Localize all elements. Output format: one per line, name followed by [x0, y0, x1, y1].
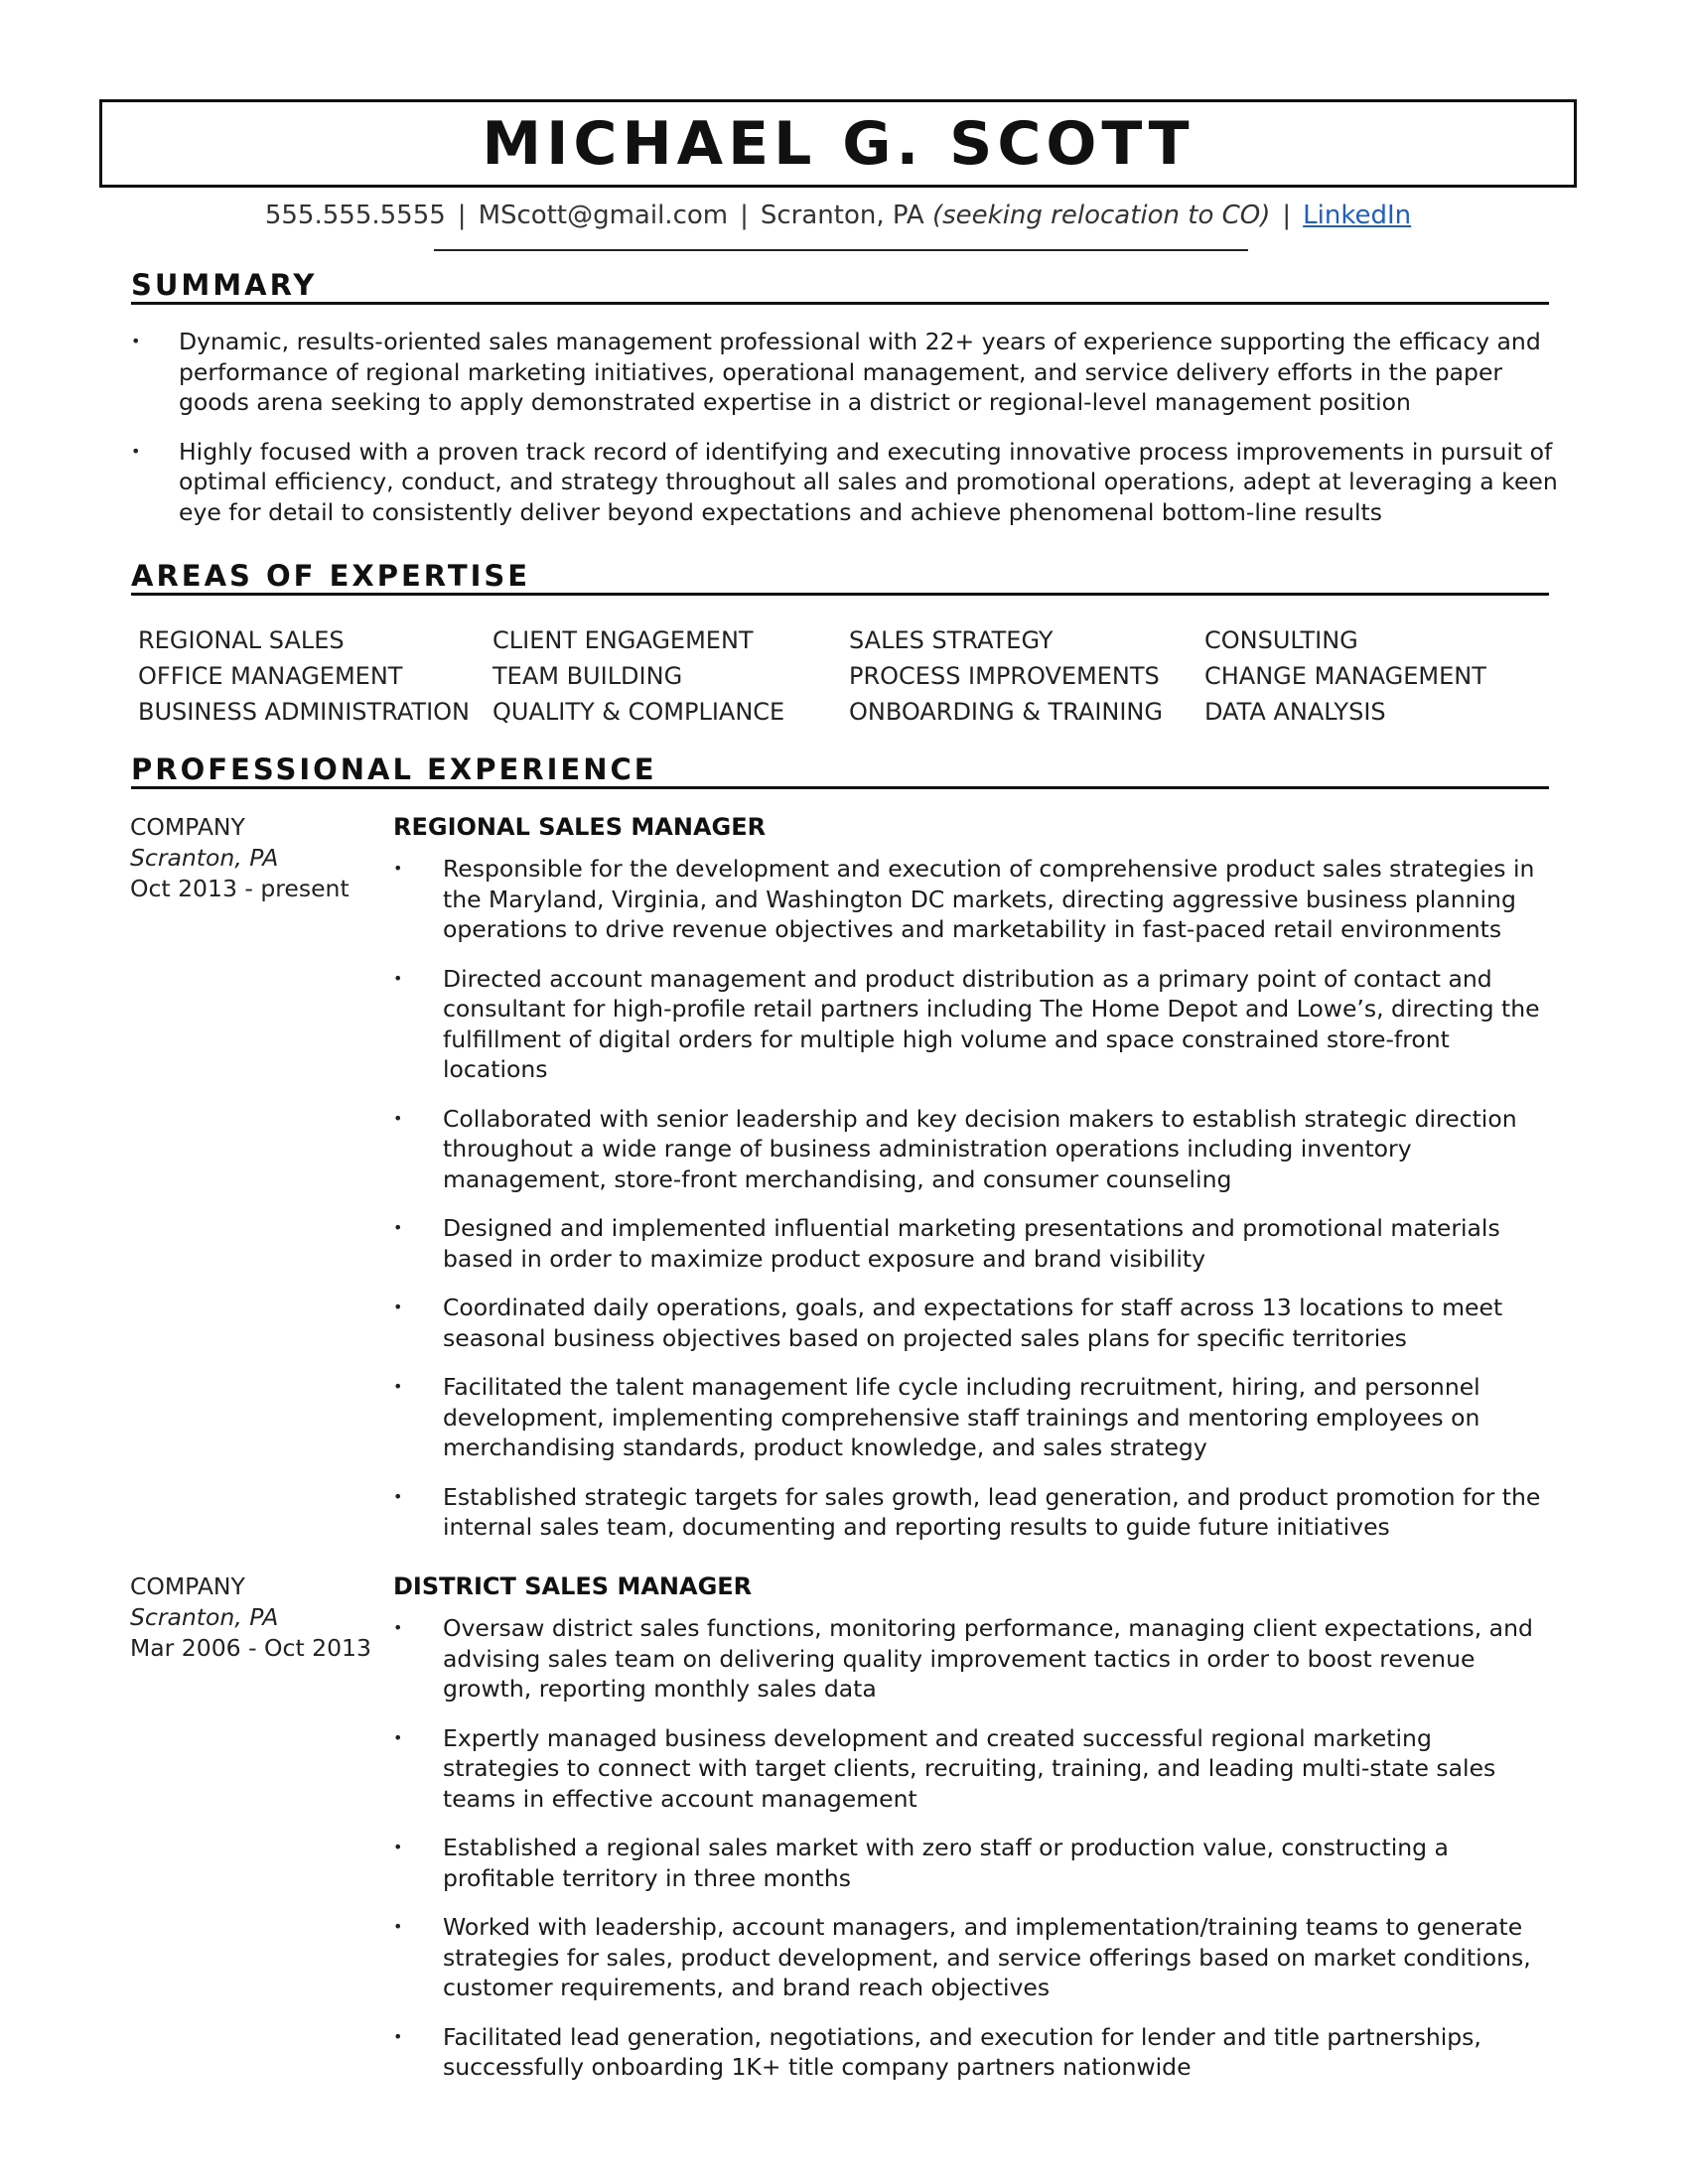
job-location: Scranton, PA	[130, 844, 279, 872]
bullet-dot: •	[131, 332, 141, 350]
expertise-item: CHANGE MANAGEMENT	[1204, 662, 1486, 690]
company-name: COMPANY	[130, 813, 245, 841]
expertise-grid	[138, 622, 1568, 730]
job-bullet	[393, 854, 1555, 945]
job-title: DISTRICT SALES MANAGER	[393, 1572, 753, 1600]
job-bullet	[393, 1213, 1555, 1274]
phone: 555.555.5555	[264, 201, 446, 230]
bullet-dot: •	[393, 1618, 403, 1637]
separator: |	[1282, 201, 1292, 230]
email: MScott@gmail.com	[478, 201, 729, 230]
job-bullets	[393, 854, 1555, 1543]
job-location: Scranton, PA	[130, 1603, 279, 1631]
bullet-dot: •	[393, 1297, 403, 1316]
expertise-item: DATA ANALYSIS	[1204, 698, 1386, 726]
expertise-item: PROCESS IMPROVEMENTS	[849, 662, 1160, 690]
job-meta	[130, 812, 388, 904]
job-bullet	[393, 1482, 1555, 1543]
bullet-text: Collaborated with senior leadership and key decision makers to establish strategic direction throughout a wide range of business administration operations including inventory management, store-front merchandising, and consumer counseling	[443, 1104, 1517, 1193]
expertise-item: QUALITY & COMPLIANCE	[492, 698, 785, 726]
bullet-text: Responsible for the development and execution of comprehensive product sales strategies in the Maryland, Virginia, and Washington DC markets, directing aggressive business planning operations to drive revenue objectives and marketability in fast-paced retail environments	[443, 855, 1535, 943]
bullet-dot: •	[393, 2026, 403, 2046]
job-bullet	[393, 1912, 1555, 2003]
location: Scranton, PA	[760, 201, 924, 230]
bullet-text: Oversaw district sales functions, monitoring performance, managing client expectations, and advising sales team on delivering quality improvement tactics in order to boost revenue growth, reporting monthly sales data	[443, 1614, 1533, 1703]
bullet-text: Facilitated the talent management life cycle including recruitment, hiring, and personnel development, implementing comprehensive staff trainings and mentoring employees on merchandising standards, product knowledge, and sales strategy	[443, 1373, 1480, 1461]
contact-divider	[434, 249, 1248, 251]
bullet-text: Worked with leadership, account managers, and implementation/training teams to generate strategies for sales, product development, and service offerings based on market conditions, customer requirements, and brand reach objectives	[443, 1913, 1531, 2001]
job-bullet	[393, 2022, 1555, 2083]
separator: |	[740, 201, 749, 230]
bullet-text: Established a regional sales market with zero staff or production value, constructing a profitable territory in three months	[443, 1834, 1449, 1892]
bullet-text: Expertly managed business development and created successful regional marketing strategies to connect with target clients, recruiting, training, and leading multi-state sales teams in effective account management	[443, 1723, 1496, 1813]
job-bullet	[393, 1293, 1555, 1353]
expertise-item: OFFICE MANAGEMENT	[138, 662, 403, 690]
separator: |	[457, 201, 467, 230]
summary-list	[131, 327, 1561, 527]
expertise-item: REGIONAL SALES	[138, 626, 345, 654]
bullet-dot: •	[393, 1727, 403, 1747]
contact-line	[99, 199, 1577, 232]
summary-bullet	[131, 327, 1561, 418]
expertise-item: TEAM BUILDING	[492, 662, 683, 690]
bullet-text: Established strategic targets for sales growth, lead generation, and product promotion for the internal sales team, documenting and reporting results to guide future initiatives	[443, 1482, 1541, 1541]
job-dates: Mar 2006 - Oct 2013	[130, 1634, 371, 1662]
bullet-text: Highly focused with a proven track record of identifying and executing innovative process improvements in pursuit of optimal efficiency, conduct, and strategy throughout all sales and promotional operations, adept at leveraging a keen eye for detail to consistently deliver beyond expectations and achieve phenomenal bottom-line results	[179, 437, 1558, 526]
bullet-dot: •	[393, 1838, 403, 1856]
company-name: COMPANY	[130, 1572, 245, 1600]
job-bullets	[393, 1613, 1555, 2083]
job-bullet	[393, 1613, 1555, 1705]
bullet-text: Designed and implemented influential marketing presentations and promotional materials based in order to maximize product exposure and brand visibility	[443, 1214, 1500, 1273]
job-title: REGIONAL SALES MANAGER	[393, 813, 767, 841]
bullet-dot: •	[393, 859, 403, 878]
bullet-text: Facilitated lead generation, negotiations, and execution for lender and title partnerships, successfully onboarding 1K+ title company partners nationwide	[443, 2022, 1481, 2081]
expertise-item: BUSINESS ADMINISTRATION	[138, 698, 471, 726]
name-box	[99, 99, 1577, 188]
job-meta	[130, 1571, 388, 1664]
job-bullet	[393, 964, 1555, 1085]
job-bullet	[393, 1833, 1555, 1893]
bullet-dot: •	[393, 1917, 403, 1936]
candidate-name: MICHAEL G. SCOTT	[482, 108, 1195, 179]
bullet-dot: •	[393, 1377, 403, 1396]
bullet-dot: •	[393, 1486, 403, 1506]
summary-heading: SUMMARY	[131, 268, 1549, 305]
expertise-item: SALES STRATEGY	[849, 626, 1054, 654]
summary-bullet	[131, 437, 1561, 528]
experience-heading: PROFESSIONAL EXPERIENCE	[131, 752, 1549, 789]
relocation-note: (seeking relocation to CO)	[931, 201, 1271, 230]
bullet-dot: •	[393, 1108, 403, 1128]
expertise-item: CLIENT ENGAGEMENT	[492, 626, 754, 654]
bullet-text: Dynamic, results-oriented sales management professional with 22+ years of experience supporting the efficacy and performance of regional marketing initiatives, operational management, and service delivery efforts in the paper goods arena seeking to apply demonstrated expertise in a district or regional-level management position	[179, 328, 1541, 416]
job-bullet	[393, 1723, 1555, 1815]
bullet-dot: •	[131, 441, 141, 461]
bullet-dot: •	[393, 968, 403, 988]
bullet-dot: •	[393, 1218, 403, 1237]
job-dates: Oct 2013 - present	[130, 875, 350, 902]
job-bullet	[393, 1372, 1555, 1463]
expertise-heading: AREAS OF EXPERTISE	[131, 559, 1549, 596]
bullet-text: Coordinated daily operations, goals, and expectations for staff across 13 locations to meet seasonal business objectives based on projected sales plans for specific territories	[443, 1294, 1503, 1352]
job-bullet	[393, 1104, 1555, 1195]
bullet-text: Directed account management and product distribution as a primary point of contact and consultant for high-profile retail partners including The Home Depot and Lowe’s, directing the fulfillment of digital orders for multiple high volume and space constrained store-front locations	[443, 964, 1540, 1083]
linkedin-link[interactable]: LinkedIn	[1303, 201, 1412, 230]
expertise-item: ONBOARDING & TRAINING	[849, 698, 1163, 726]
expertise-item: CONSULTING	[1204, 626, 1358, 654]
